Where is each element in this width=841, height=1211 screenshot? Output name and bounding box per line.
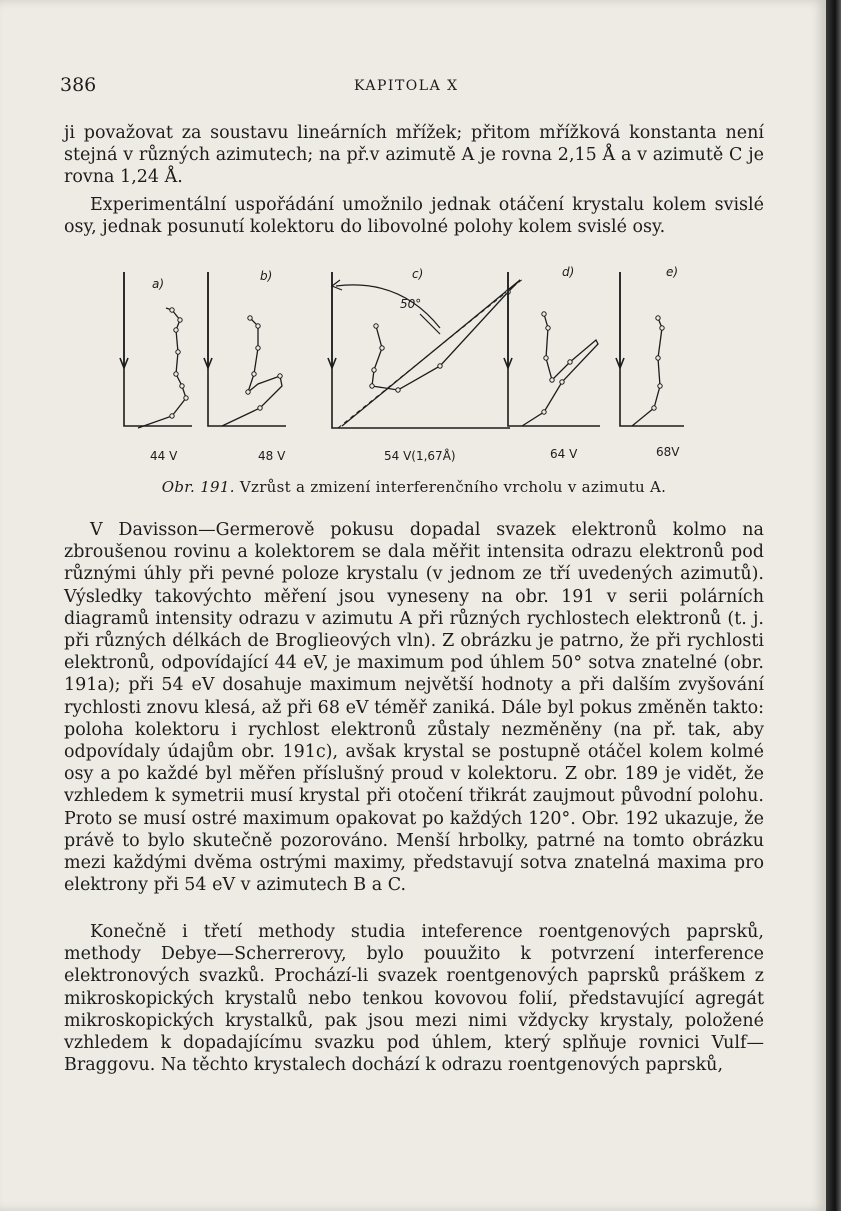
figure-191 (100, 258, 700, 470)
paragraph-2: Experimentální uspořádání umožnilo jednak otáčení krystalu kolem svislé osy, jednak posunutí kolektoru do libovolné polohy kolem svislé osy. (64, 195, 764, 238)
body-paragraph-1: V Davisson—Germerově pokusu dopadal svazek elektronů kolmo na zbroušenou rovinu a kolektorem se dala měřit intensita odrazu elektronů pod různými úhly při pevné poloze krystalu (v jednom ze tří uvedených azimutů). Výsledky takovýchto měření jsou vyneseny na obr. 191 v serii polárních diagramů intensity odrazu v azimutu A při různých rychlostech elektronů (t. j. při různých délkách de Broglieových vln). Z obrázku je patrno, že při rychlosti elektronů, odpovídající 44 eV, je maximum pod úhlem 50° sotva znatelné (obr. 191a); při 54 eV dosahuje maximum největší hodnoty a při dalším zvyšování rychlosti znovu klesá, až při 68 eV téměř zaniká. Dále byl pokus změněn takto: poloha kolektoru i rychlost elektronů zůstaly nezměněny (na př. tak, aby odpovídaly údajům obr. 191c), avšak krystal se postupně otáčel kolem kolmé osy a po každé byl měřen příslušný proud v kolektoru. Z obr. 189 je vidět, že vzhledem k symetrii musí krystal při otočení třikrát zaujmout původní polohu. Proto se musí ostré maximum opakovat po každých 120°. Obr. 192 ukazuje, že právě to bylo skutečně pozorováno. Menší hrbolky, patrné na tomto obrázku mezi každými dvěma ostrými maximy, představují sotva znatelná maxima pro elektrony při 54 eV v azimutech B a C. (64, 520, 764, 896)
polar-diagram-e (616, 272, 684, 426)
paragraph-1: ji považovat za soustavu lineárních mřížek; přitom mřížková konstanta není stejná v různých azimutech; na př.v azimutě A je rovna 2,15 Å a v azimutě C je rovna 1,24 Å. (64, 123, 764, 188)
panel-b-letter: b) (260, 269, 273, 283)
polar-diagram-d (504, 272, 600, 426)
running-head: KAPITOLA X (354, 78, 459, 94)
polar-diagrams (100, 258, 700, 470)
polar-diagram-c (328, 272, 524, 428)
body-paragraph-2: Konečně i třetí methody studia inteference roentgenových paprsků, methody Debye—Scherrerovy, bylo pouužito k potvrzení interference elektronových svazků. Prochází-li svazek roentgenových paprsků práškem z mikroskopických krystalů nebo tenkou kovovou folií, představující agregát mikroskopických krystalků, pak jsou mezi nimi vždycky krystaly, položené vzhledem k dopadajícímu svazku pod úhlem, který splňuje rovnici Vulf—Braggovu. Na těchto krystalech dochází k odrazu roentgenových paprsků, (64, 922, 764, 1076)
panel-c-letter: c) (412, 267, 424, 281)
panel-a-letter: a) (152, 277, 165, 291)
polar-diagram-b (204, 272, 286, 426)
book-binding-edge (826, 0, 841, 1211)
page-number: 386 (60, 74, 97, 96)
panel-d-voltage: 64 V (550, 447, 578, 461)
caption-text: Vzrůst a zmizení interferenčního vrcholu v azimutu A. (239, 478, 667, 496)
panel-a-voltage: 44 V (150, 449, 178, 463)
page-header (60, 74, 760, 96)
caption-number: Obr. 191. (161, 478, 235, 496)
panel-e-letter: e) (666, 265, 679, 279)
figure-caption (64, 478, 764, 496)
polar-diagram-a (120, 272, 192, 428)
panel-d-letter: d) (562, 265, 575, 279)
panel-e-voltage: 68V (656, 445, 680, 459)
panel-c-voltage: 54 V(1,67Å) (384, 449, 456, 463)
panel-b-voltage: 48 V (258, 449, 286, 463)
angle-label: 50° (400, 297, 422, 311)
